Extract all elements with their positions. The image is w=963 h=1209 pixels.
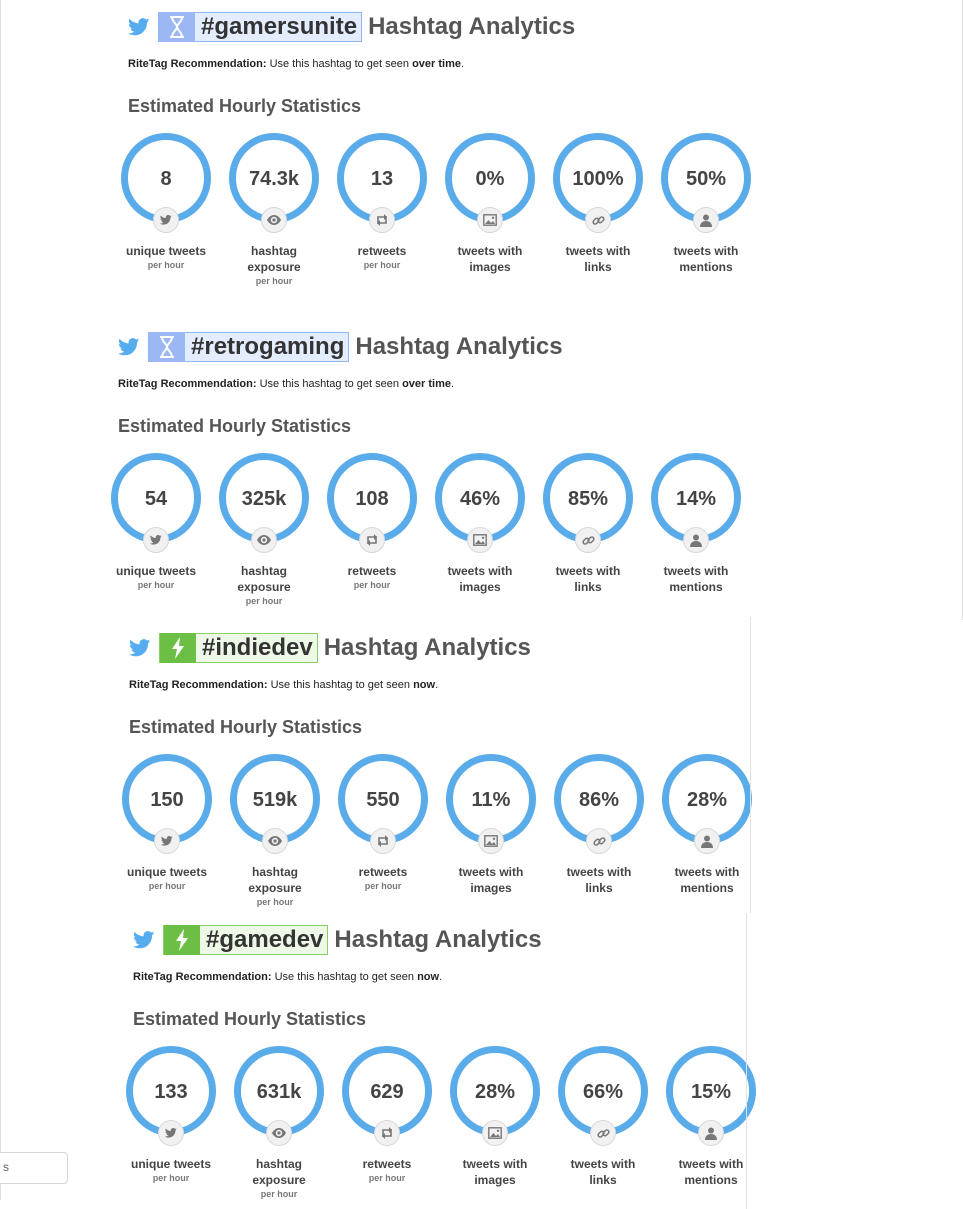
stat-label: retweets — [347, 564, 397, 578]
twitter-bird-icon[interactable] — [133, 931, 155, 949]
stat-value: 629 — [370, 1081, 404, 1103]
stat-value: 0% — [475, 168, 505, 190]
stat-ring — [554, 754, 644, 844]
stat-item — [544, 133, 652, 275]
stat-item — [112, 133, 220, 270]
stat-item — [117, 1046, 225, 1183]
stats-heading: Estimated Hourly Statistics — [118, 416, 352, 436]
recommendation — [118, 378, 778, 390]
stat-item — [653, 754, 761, 896]
stat-ring — [445, 133, 535, 223]
stat-ring — [234, 1046, 324, 1136]
stat-ring — [121, 133, 211, 223]
recommendation — [128, 58, 788, 70]
recommendation-end: . — [461, 58, 465, 70]
stat-ring — [450, 1046, 540, 1136]
hourglass-icon — [159, 12, 195, 42]
hashtag-badge[interactable] — [163, 925, 328, 955]
stat-ring — [229, 133, 319, 223]
recommendation-text: Use this hashtag to get seen — [256, 378, 403, 390]
twitter-bird-icon — [143, 527, 169, 553]
recommendation-end: . — [451, 378, 455, 390]
hashtag-badge[interactable] — [148, 332, 349, 362]
stat-label: retweets — [362, 1157, 412, 1171]
hashtag-title — [128, 10, 788, 44]
hashtag-block — [133, 923, 753, 1206]
stat-value: 8 — [160, 168, 172, 190]
stat-item — [329, 754, 437, 891]
hashtag-name[interactable]: #gamersunite — [201, 13, 358, 40]
user-icon — [693, 207, 719, 233]
stat-label: tweets with images — [458, 865, 524, 895]
twitter-bird-icon — [158, 1120, 184, 1146]
stat-item — [545, 754, 653, 896]
recommendation-emphasis: over time — [402, 378, 451, 390]
hashtag-name[interactable]: #indiedev — [202, 634, 313, 661]
stat-item — [113, 754, 221, 891]
stat-ring — [327, 453, 417, 543]
stat-value: 14% — [675, 488, 717, 510]
stat-label: hashtag exposure — [237, 564, 291, 594]
stat-label: tweets with mentions — [678, 1157, 744, 1187]
title-suffix: Hashtag Analytics — [368, 13, 576, 40]
hashtag-title — [129, 631, 749, 665]
stat-label: tweets with images — [447, 564, 513, 594]
retweet-icon — [369, 207, 395, 233]
stat-value: 150 — [150, 789, 184, 811]
image-icon — [467, 527, 493, 553]
hashtag-block — [129, 631, 749, 914]
stat-value: 100% — [572, 168, 624, 190]
user-icon — [698, 1120, 724, 1146]
eye-icon — [262, 828, 288, 854]
stat-value: 66% — [582, 1081, 624, 1103]
stat-label: tweets with links — [555, 564, 621, 594]
stat-value: 11% — [471, 789, 511, 811]
stat-label: tweets with mentions — [663, 564, 729, 594]
hourglass-icon — [149, 332, 185, 362]
recommendation-emphasis: now — [417, 971, 440, 983]
stat-sublabel: per hour — [245, 596, 283, 606]
stat-label: tweets with links — [566, 865, 632, 895]
stat-label: unique tweets — [127, 865, 208, 879]
stat-sublabel: per hour — [255, 276, 293, 286]
recommendation-text: Use this hashtag to get seen — [266, 58, 413, 70]
hashtag-name[interactable]: #retrogaming — [191, 333, 345, 360]
twitter-bird-icon[interactable] — [118, 338, 140, 356]
stat-sublabel: per hour — [260, 1189, 298, 1199]
stat-value: 28% — [474, 1081, 516, 1103]
stat-value: 15% — [690, 1081, 732, 1103]
recommendation-label: RiteTag Recommendation: — [118, 378, 257, 390]
stat-label: hashtag exposure — [252, 1157, 306, 1187]
retweet-icon — [370, 828, 396, 854]
recommendation-end: . — [439, 971, 443, 983]
stat-value: 74.3k — [248, 168, 300, 190]
twitter-bird-icon — [153, 207, 179, 233]
stat-sublabel: per hour — [148, 881, 186, 891]
recommendation — [129, 679, 749, 691]
stat-item — [441, 1046, 549, 1188]
stat-item — [328, 133, 436, 270]
stat-ring — [337, 133, 427, 223]
stat-sublabel: per hour — [368, 1173, 406, 1183]
stat-ring — [553, 133, 643, 223]
stat-label: retweets — [357, 244, 407, 258]
stat-value: 519k — [252, 789, 298, 811]
stat-sublabel: per hour — [364, 881, 402, 891]
stat-label: unique tweets — [126, 244, 207, 258]
recommendation-label: RiteTag Recommendation: — [128, 58, 267, 70]
stat-ring — [661, 133, 751, 223]
stat-item — [210, 453, 318, 606]
twitter-bird-icon[interactable] — [129, 639, 151, 657]
stat-label: tweets with links — [565, 244, 631, 274]
title-suffix: Hashtag Analytics — [334, 926, 542, 953]
stat-ring — [651, 453, 741, 543]
eye-icon — [266, 1120, 292, 1146]
link-icon — [586, 828, 612, 854]
stat-value: 50% — [685, 168, 727, 190]
hashtag-badge[interactable] — [159, 633, 318, 663]
hashtag-name[interactable]: #gamedev — [206, 926, 324, 953]
stat-item — [102, 453, 210, 590]
title-suffix: Hashtag Analytics — [355, 333, 563, 360]
recommendation-emphasis: over time — [412, 58, 461, 70]
link-icon — [590, 1120, 616, 1146]
link-icon — [575, 527, 601, 553]
stat-sublabel: per hour — [137, 580, 175, 590]
stats-heading: Estimated Hourly Statistics — [129, 717, 363, 737]
stat-ring — [122, 754, 212, 844]
stat-label: tweets with images — [462, 1157, 528, 1187]
stat-item — [534, 453, 642, 595]
eye-icon — [251, 527, 277, 553]
stat-value: 325k — [241, 488, 287, 510]
stat-sublabel: per hour — [147, 260, 185, 270]
stat-ring — [219, 453, 309, 543]
stat-label: tweets with mentions — [674, 865, 740, 895]
stat-label: unique tweets — [116, 564, 197, 578]
stat-item — [642, 453, 750, 595]
stat-value: 85% — [567, 488, 609, 510]
stat-sublabel: per hour — [363, 260, 401, 270]
stat-item — [437, 754, 545, 896]
stat-ring — [342, 1046, 432, 1136]
corner-text-field[interactable]: s — [0, 1152, 68, 1184]
hashtag-badge[interactable] — [158, 12, 362, 42]
user-icon — [694, 828, 720, 854]
stat-value: 46% — [459, 488, 501, 510]
stat-ring — [666, 1046, 756, 1136]
recommendation-label: RiteTag Recommendation: — [133, 971, 272, 983]
recommendation-end: . — [435, 679, 439, 691]
stats-row — [118, 453, 778, 613]
stat-ring — [446, 754, 536, 844]
stat-sublabel: per hour — [353, 580, 391, 590]
hashtag-title — [118, 330, 778, 364]
stat-item — [652, 133, 760, 275]
stat-label: unique tweets — [131, 1157, 212, 1171]
stat-item — [436, 133, 544, 275]
stat-ring — [111, 453, 201, 543]
recommendation-text: Use this hashtag to get seen — [271, 971, 418, 983]
stat-label: hashtag exposure — [247, 244, 301, 274]
recommendation-label: RiteTag Recommendation: — [129, 679, 268, 691]
stat-item — [657, 1046, 765, 1188]
stat-ring — [230, 754, 320, 844]
stat-label: tweets with links — [570, 1157, 636, 1187]
stat-ring — [543, 453, 633, 543]
stat-ring — [126, 1046, 216, 1136]
link-icon — [585, 207, 611, 233]
twitter-bird-icon[interactable] — [128, 18, 150, 36]
recommendation-text: Use this hashtag to get seen — [267, 679, 414, 691]
image-icon — [482, 1120, 508, 1146]
lightning-bolt-icon — [160, 633, 196, 663]
stat-label: hashtag exposure — [248, 865, 302, 895]
stat-item — [225, 1046, 333, 1199]
stats-heading: Estimated Hourly Statistics — [133, 1009, 367, 1029]
stat-value: 86% — [578, 789, 620, 811]
stat-item — [549, 1046, 657, 1188]
recommendation — [133, 971, 753, 983]
image-icon — [477, 207, 503, 233]
stat-ring — [338, 754, 428, 844]
stat-label: retweets — [358, 865, 408, 879]
hashtag-block — [118, 330, 778, 613]
stats-heading: Estimated Hourly Statistics — [128, 96, 362, 116]
lightning-bolt-icon — [164, 925, 200, 955]
stat-ring — [662, 754, 752, 844]
retweet-icon — [359, 527, 385, 553]
stat-label: tweets with images — [457, 244, 523, 274]
stats-row — [133, 1046, 753, 1206]
stats-row — [128, 133, 788, 293]
retweet-icon — [374, 1120, 400, 1146]
stat-value: 13 — [370, 168, 394, 190]
image-icon — [478, 828, 504, 854]
user-icon — [683, 527, 709, 553]
stat-item — [333, 1046, 441, 1183]
stat-item — [318, 453, 426, 590]
stat-ring — [558, 1046, 648, 1136]
stat-value: 133 — [154, 1081, 188, 1103]
stat-value: 108 — [355, 488, 389, 510]
title-suffix: Hashtag Analytics — [323, 634, 531, 661]
stat-value: 631k — [256, 1081, 302, 1103]
stat-sublabel: per hour — [152, 1173, 190, 1183]
stat-item — [221, 754, 329, 907]
stat-value: 28% — [686, 789, 728, 811]
stat-sublabel: per hour — [256, 897, 294, 907]
stat-item — [220, 133, 328, 286]
twitter-bird-icon — [154, 828, 180, 854]
eye-icon — [261, 207, 287, 233]
stat-label: tweets with mentions — [673, 244, 739, 274]
stat-value: 54 — [144, 488, 168, 510]
recommendation-emphasis: now — [413, 679, 436, 691]
hashtag-title — [133, 923, 753, 957]
stat-ring — [435, 453, 525, 543]
stat-item — [426, 453, 534, 595]
hashtag-block — [128, 10, 788, 293]
stats-row — [129, 754, 749, 914]
stat-value: 550 — [366, 789, 400, 811]
